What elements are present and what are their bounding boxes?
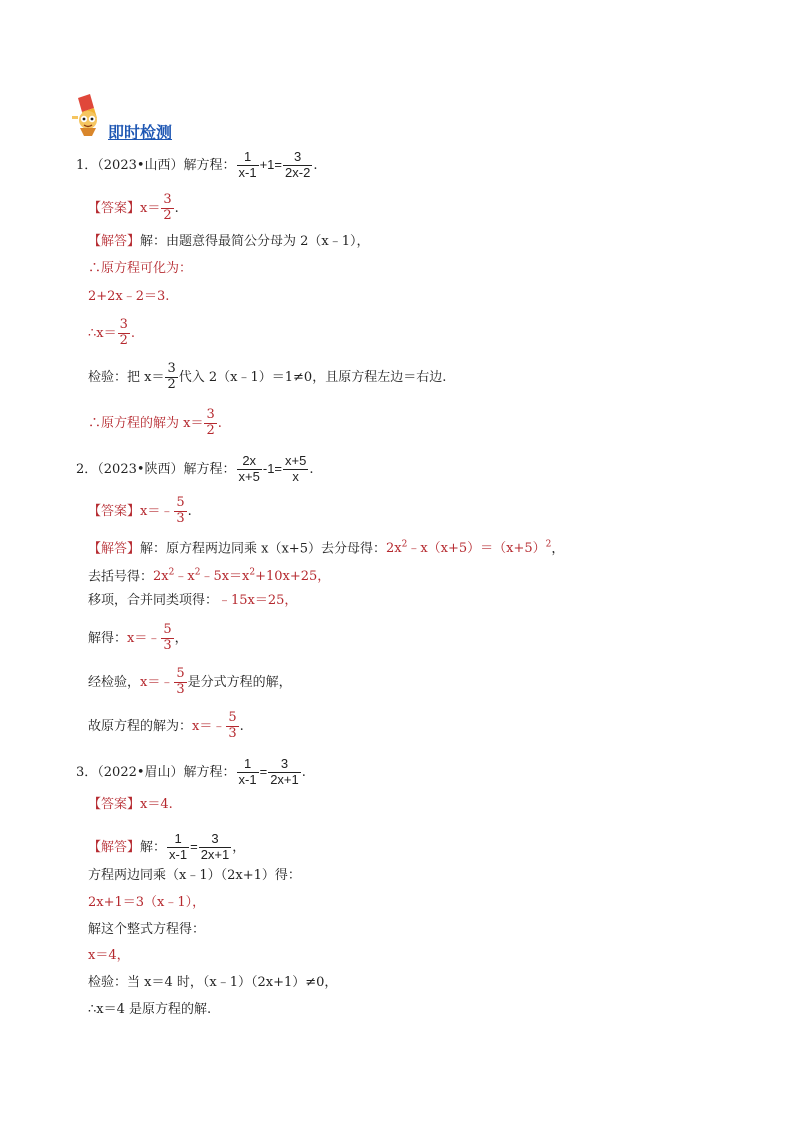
q2-answer-end: . <box>187 503 192 519</box>
q3-question <box>76 757 306 788</box>
q1-answer-x: x＝ <box>140 200 161 216</box>
q3-answer <box>88 795 173 815</box>
section-title: 即时检测 <box>108 123 173 142</box>
q2-question <box>76 454 313 485</box>
q3-sol-fraction-left: $\frac{1}{x-1}$ <box>169 831 188 862</box>
q1-check-pre: 检验：把 x＝ <box>88 369 165 385</box>
q2-line5 <box>88 667 292 698</box>
q2-line3-pre: 移项，合并同类项得： <box>88 593 219 608</box>
q1-check-post: 代入 2（x﹣1）＝1≠0，且原方程左边＝右边. <box>178 369 447 385</box>
solution-tag: 【解答】 <box>88 839 141 855</box>
q1-mid: +1= <box>259 156 283 172</box>
q2-sol-pre: 解：原方程两边同乘 x（x+5）去分母得： <box>140 541 386 557</box>
q2-line4-pre: 解得： <box>88 630 128 646</box>
q2-line6-end: . <box>239 718 244 734</box>
q3-solution <box>88 832 245 863</box>
q3-mid: = <box>259 763 268 779</box>
q3-line7: ∴x＝4 是原方程的解. <box>88 1002 212 1017</box>
q1-line4-end: . <box>130 325 136 341</box>
q1-check <box>88 362 446 393</box>
q1-final-end: . <box>217 415 222 431</box>
q1-answer-end: . <box>174 200 179 216</box>
answer-tag: 【答案】 <box>88 797 141 812</box>
q1-solution <box>88 232 370 252</box>
q2-prefix: 2．（2023•陕西）解方程： <box>76 461 236 477</box>
q1-answer-fraction: $\frac{3}{2}$ <box>163 192 172 223</box>
q3-line4: 解这个整式方程得： <box>88 922 206 937</box>
q1-line4-fraction: $\frac{3}{2}$ <box>119 317 128 348</box>
q2-line2-pre: 去括号得： <box>88 569 154 585</box>
q3-line6: 检验：当 x＝4 时，（x﹣1）（2x+1）≠0， <box>88 975 338 990</box>
q1-line2: ∴原方程可化为： <box>88 261 193 276</box>
q1-prefix: 1．（2023•山西）解方程： <box>76 157 236 173</box>
q3-sol-mid: = <box>190 838 198 854</box>
q1-end: . <box>313 157 318 173</box>
q3-answer-text: x＝4. <box>140 797 173 812</box>
q2-sol-eq: $2x^2﹣x(x+5)=(x+5)^2$ <box>385 540 552 557</box>
q2-line6-x: x＝﹣ <box>192 718 226 734</box>
q2-answer <box>88 496 192 527</box>
q1-fraction-left: $\frac{1}{x-1}$ <box>238 149 257 180</box>
q3-end: . <box>301 764 306 780</box>
q2-line5-fraction: $\frac{5}{3}$ <box>176 666 185 697</box>
q2-line5-post: 是分式方程的解， <box>187 674 292 690</box>
q2-line4 <box>88 623 188 654</box>
q3-sol-end: ， <box>232 839 246 855</box>
q1-fraction-right: $\frac{3}{2x-2}$ <box>285 149 311 180</box>
q2-line6 <box>88 711 244 742</box>
q2-line6-fraction: $\frac{5}{3}$ <box>228 710 237 741</box>
q1-answer <box>88 193 179 224</box>
q2-end: . <box>309 461 314 477</box>
q3-line3: 2x+1＝3（x﹣1）， <box>88 895 206 910</box>
solution-tag: 【解答】 <box>88 234 141 249</box>
q2-line2 <box>88 563 330 587</box>
q1-sol-text: 解：由题意得最简公分母为 2（x﹣1）， <box>140 234 370 249</box>
q3-sol-fraction-right: $\frac{3}{2x+1}$ <box>200 831 230 862</box>
answer-tag: 【答案】 <box>88 200 141 216</box>
q1-line3: 2+2x﹣2＝3. <box>88 289 170 304</box>
q1-final-fraction: $\frac{3}{2}$ <box>206 407 215 438</box>
q2-line3 <box>88 591 297 611</box>
q2-line6-pre: 故原方程的解为： <box>88 718 193 734</box>
solution-tag: 【解答】 <box>88 541 141 557</box>
q2-sol-end: ， <box>551 541 565 557</box>
q2-line4-end: ， <box>174 630 188 646</box>
q2-line4-x: x＝﹣ <box>127 630 161 646</box>
q2-line4-fraction: $\frac{5}{3}$ <box>163 622 172 653</box>
q1-line4 <box>88 318 135 349</box>
q2-line3-eq: ﹣15x＝25， <box>218 593 298 608</box>
q3-sol-pre: 解： <box>140 839 167 855</box>
q2-answer-fraction: $\frac{5}{3}$ <box>176 495 185 526</box>
q3-prefix: 3．（2022•眉山）解方程： <box>76 764 236 780</box>
q2-solution <box>88 535 564 559</box>
q3-fraction-left: $\frac{1}{x-1}$ <box>238 756 257 787</box>
q1-final-pre: ∴原方程的解为 x＝ <box>88 415 204 431</box>
q3-fraction-right: $\frac{3}{2x+1}$ <box>270 756 299 787</box>
q2-line5-x: x＝﹣ <box>140 674 174 690</box>
q3-line5: x＝4， <box>88 948 130 963</box>
pencil-mascot-icon <box>70 94 106 136</box>
answer-tag: 【答案】 <box>88 503 141 519</box>
q2-fraction-left: $\frac{2x}{x+5}$ <box>238 453 260 484</box>
q3-line2: 方程两边同乘（x﹣1）（2x+1）得： <box>88 868 301 883</box>
q2-answer-x: x＝﹣ <box>140 503 174 519</box>
q2-line2-eq: $2x^2﹣x^2﹣5x=x^2+10x+25$， <box>153 568 331 585</box>
q1-question <box>76 150 317 181</box>
q1-final <box>88 408 222 439</box>
q2-mid: -1= <box>262 460 283 476</box>
q1-check-fraction: $\frac{3}{2}$ <box>167 361 176 392</box>
q1-line4-pre: ∴x＝ <box>88 325 117 341</box>
q2-line5-pre: 经检验， <box>88 674 141 690</box>
q2-fraction-right: $\frac{x+5}{x}$ <box>285 453 307 484</box>
